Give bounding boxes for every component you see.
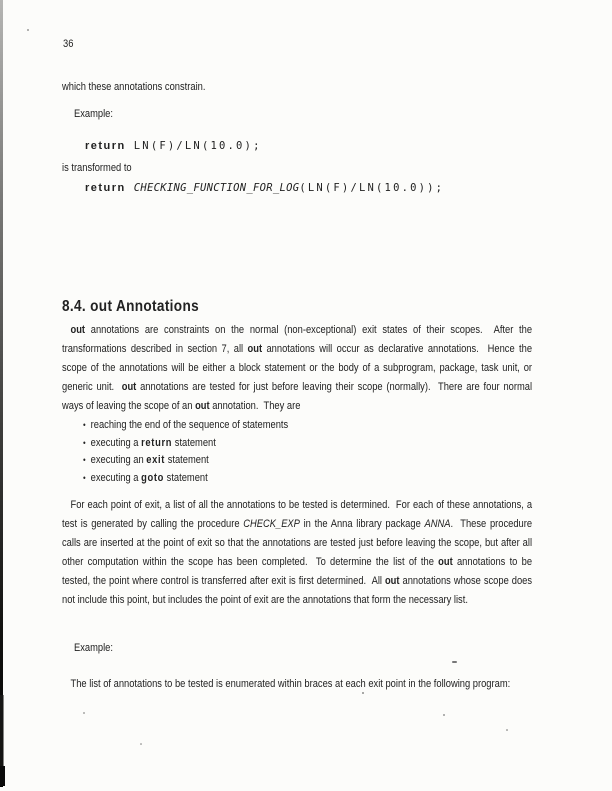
exit-ways-list	[83, 417, 288, 487]
bullet-text: reaching the end of the sequence of statements	[90, 419, 289, 431]
section-paragraph-1: out annotations are constraints on the normal (non-exceptional) exit states of their scopes. After the transformations described in section 7, all out annotations will occur as declarative annotations. Hence the scope of the annotations will be either a block statement or the body of a subprogram, package, task unit, or generic unit. out annotations are tested for just before leaving their scope (normally). There are four normal ways of leaving the scope of an out annotation. They are	[62, 324, 533, 412]
bullet-text: executing a goto statement	[90, 471, 208, 484]
scan-edge-notch	[0, 766, 5, 786]
transform-note: is transformed to	[62, 162, 132, 174]
bullet-icon: •	[83, 472, 86, 483]
scan-speck	[506, 729, 508, 731]
list-item	[83, 470, 288, 488]
scan-speck	[443, 714, 445, 716]
bullet-icon: •	[83, 455, 86, 465]
section-paragraph-2: For each point of exit, a list of all the annotations to be tested is determined. For each of these annotations, a test is generated by calling the procedure CHECK_EXP in the Anna library package ANNA. These procedure calls are inserted at the point of exit so that the annotations are tested just before leaving the scope, but after all other computation within the scope has been completed. To determine the list of the out annotations to be tested, the point where control is transferred after exit is first determined. All out annotations whose scope does not include this point, but includes the point of exit are the annotations that form the necessary list.	[62, 499, 533, 606]
section-heading: 8.4. out Annotations	[62, 298, 200, 315]
scan-edge-strip	[0, 0, 3, 787]
code-line-checking-function: return CHECKING_FUNCTION_FOR_LOG(LN(F)/LN(10.0));	[85, 182, 445, 194]
scan-speck	[83, 712, 85, 714]
page-number: 36	[63, 38, 74, 50]
code-line-return-ln: return LN(F)/LN(10.0);	[85, 140, 262, 152]
intro-paragraph: which these annotations constrain.	[62, 81, 206, 93]
closing-paragraph: The list of annotations to be tested is enumerated within braces at each exit point in the following program:	[70, 678, 511, 690]
bullet-icon: •	[83, 437, 86, 448]
scan-speck	[140, 743, 142, 745]
bullet-text: executing a return statement	[90, 436, 216, 449]
example-label: Example:	[74, 108, 113, 120]
list-item	[83, 417, 288, 435]
scan-speck	[452, 661, 457, 663]
list-item	[83, 435, 288, 453]
bullet-text: executing an exit statement	[90, 454, 209, 466]
scan-speck	[27, 29, 29, 31]
scan-edge-smudge	[0, 695, 4, 767]
list-item	[83, 452, 288, 470]
example-label: Example:	[74, 642, 113, 654]
bullet-icon: •	[83, 420, 86, 430]
